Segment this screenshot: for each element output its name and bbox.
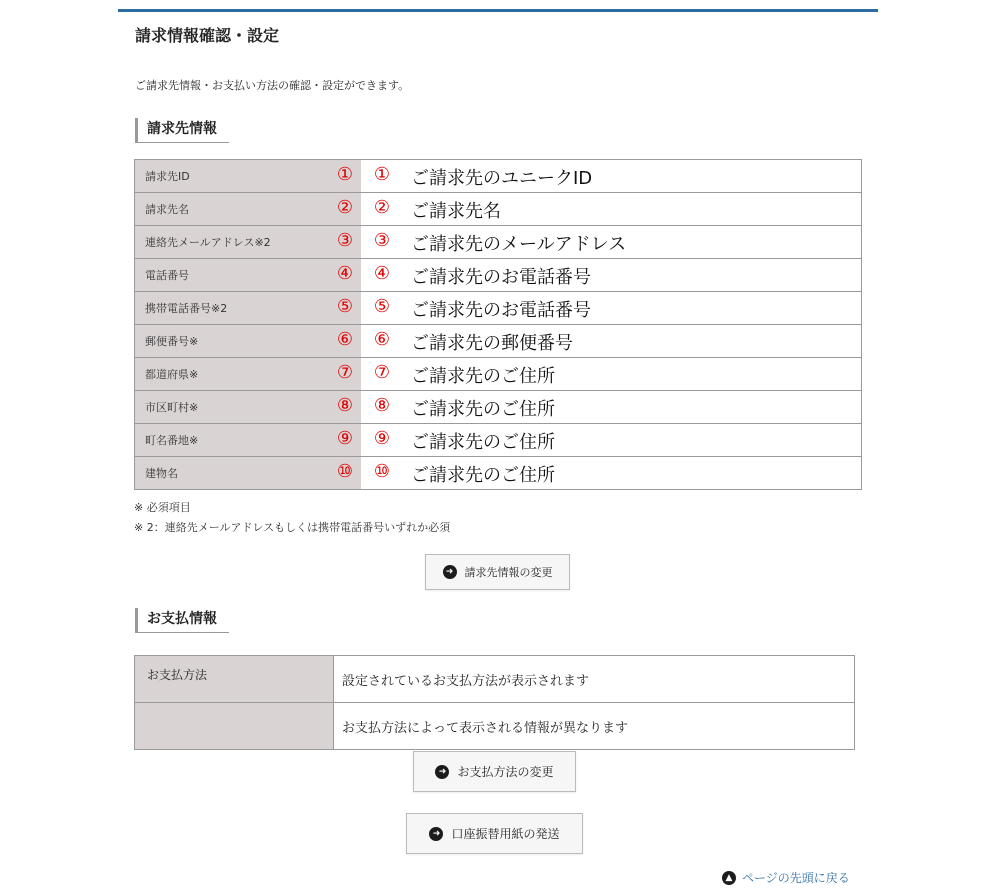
- notes: [134, 498, 450, 538]
- payment-method-value: 設定されているお支払方法が表示されます: [334, 656, 855, 703]
- change-billing-label: 請求先情報の変更: [464, 566, 553, 579]
- billing-value-cell: [336, 325, 862, 358]
- table-row: [135, 160, 862, 193]
- payment-info-table: [134, 655, 855, 750]
- table-row: [135, 292, 862, 325]
- billing-value-cell: [336, 292, 862, 325]
- table-row: [135, 391, 862, 424]
- back-to-top-label[interactable]: ページの先頭に戻る: [742, 871, 850, 885]
- payment-info-note: お支払方法によって表示される情報が異なります: [334, 703, 855, 750]
- billing-value-cell: [336, 358, 862, 391]
- send-transfer-form-button[interactable]: [406, 813, 583, 854]
- billing-info-table: [134, 159, 862, 490]
- row-marker: ⑩: [336, 461, 354, 482]
- billing-value-cell: [336, 259, 862, 292]
- billing-label: 電話番号: [135, 259, 362, 292]
- row-marker: ⑤: [373, 296, 391, 317]
- back-to-top-link[interactable]: [722, 869, 850, 886]
- row-marker: ⑧: [336, 395, 354, 416]
- billing-value: ご請求先のご住所: [411, 366, 555, 387]
- billing-label: 市区町村※: [135, 391, 362, 424]
- billing-value-cell: [336, 193, 862, 226]
- send-transfer-form-label: 口座振替用紙の発送: [451, 827, 560, 841]
- arrow-up-circle-icon: ▲: [722, 871, 736, 885]
- billing-label: 請求先ID: [135, 160, 362, 193]
- table-row: [135, 226, 862, 259]
- row-marker: ②: [373, 197, 391, 218]
- billing-value-cell: [336, 160, 862, 193]
- table-row: [135, 457, 862, 490]
- row-marker: ⑦: [336, 362, 354, 383]
- billing-value: ご請求先名: [411, 201, 501, 222]
- row-marker: ④: [373, 263, 391, 284]
- billing-value: ご請求先のご住所: [411, 399, 555, 420]
- row-marker: ①: [373, 164, 391, 185]
- payment-label-empty: [135, 703, 334, 750]
- row-marker: ①: [336, 164, 354, 185]
- row-marker: ⑦: [373, 362, 391, 383]
- row-marker: ④: [336, 263, 354, 284]
- billing-value-cell: [336, 457, 862, 490]
- contact-required-note: ※ 2：連絡先メールアドレスもしくは携帯電話番号いずれか必須: [134, 521, 451, 534]
- arrow-right-circle-icon: ➜: [429, 827, 443, 841]
- billing-value: ご請求先のご住所: [411, 465, 555, 486]
- row-marker: ⑥: [373, 329, 391, 350]
- row-marker: ③: [336, 230, 354, 251]
- billing-value-cell: [336, 424, 862, 457]
- billing-label: 請求先名: [135, 193, 362, 226]
- payment-method-label: お支払方法: [135, 656, 334, 703]
- row-marker: ②: [336, 197, 354, 218]
- change-payment-label: お支払方法の変更: [457, 765, 554, 779]
- arrow-right-circle-icon: ➜: [443, 565, 457, 579]
- billing-label: 都道府県※: [135, 358, 362, 391]
- billing-section-heading: 請求先情報: [135, 118, 229, 143]
- arrow-right-circle-icon: ➜: [435, 765, 449, 779]
- table-row: [135, 656, 855, 703]
- billing-value: ご請求先のお電話番号: [411, 300, 591, 321]
- row-marker: ⑥: [336, 329, 354, 350]
- row-marker: ⑨: [373, 428, 391, 449]
- billing-label: 携帯電話番号※2: [135, 292, 362, 325]
- top-accent-bar: [118, 9, 878, 12]
- change-payment-button[interactable]: [413, 751, 576, 792]
- billing-value-cell: [336, 226, 862, 259]
- table-row: [135, 259, 862, 292]
- billing-value: ご請求先のご住所: [411, 432, 555, 453]
- billing-value: ご請求先の郵便番号: [411, 333, 573, 354]
- billing-value-cell: [336, 391, 862, 424]
- billing-value: ご請求先のユニークID: [411, 168, 593, 189]
- row-marker: ⑤: [336, 296, 354, 317]
- page-title: 請求情報確認・設定: [135, 26, 280, 45]
- intro-text: ご請求先情報・お支払い方法の確認・設定ができます。: [135, 79, 410, 92]
- billing-value: ご請求先のお電話番号: [411, 267, 591, 288]
- billing-value: ご請求先のメールアドレス: [411, 234, 627, 255]
- row-marker: ③: [373, 230, 391, 251]
- table-row: [135, 703, 855, 750]
- table-row: [135, 358, 862, 391]
- change-billing-button[interactable]: [425, 554, 570, 590]
- row-marker: ⑧: [373, 395, 391, 416]
- row-marker: ⑩: [373, 461, 391, 482]
- table-row: [135, 424, 862, 457]
- billing-label: 郵便番号※: [135, 325, 362, 358]
- payment-section-heading: お支払情報: [135, 608, 229, 633]
- row-marker: ⑨: [336, 428, 354, 449]
- billing-label: 連絡先メールアドレス※2: [135, 226, 362, 259]
- table-row: [135, 325, 862, 358]
- table-row: [135, 193, 862, 226]
- required-note: ※ 必須項目: [134, 501, 191, 514]
- billing-label: 建物名: [135, 457, 362, 490]
- billing-label: 町名番地※: [135, 424, 362, 457]
